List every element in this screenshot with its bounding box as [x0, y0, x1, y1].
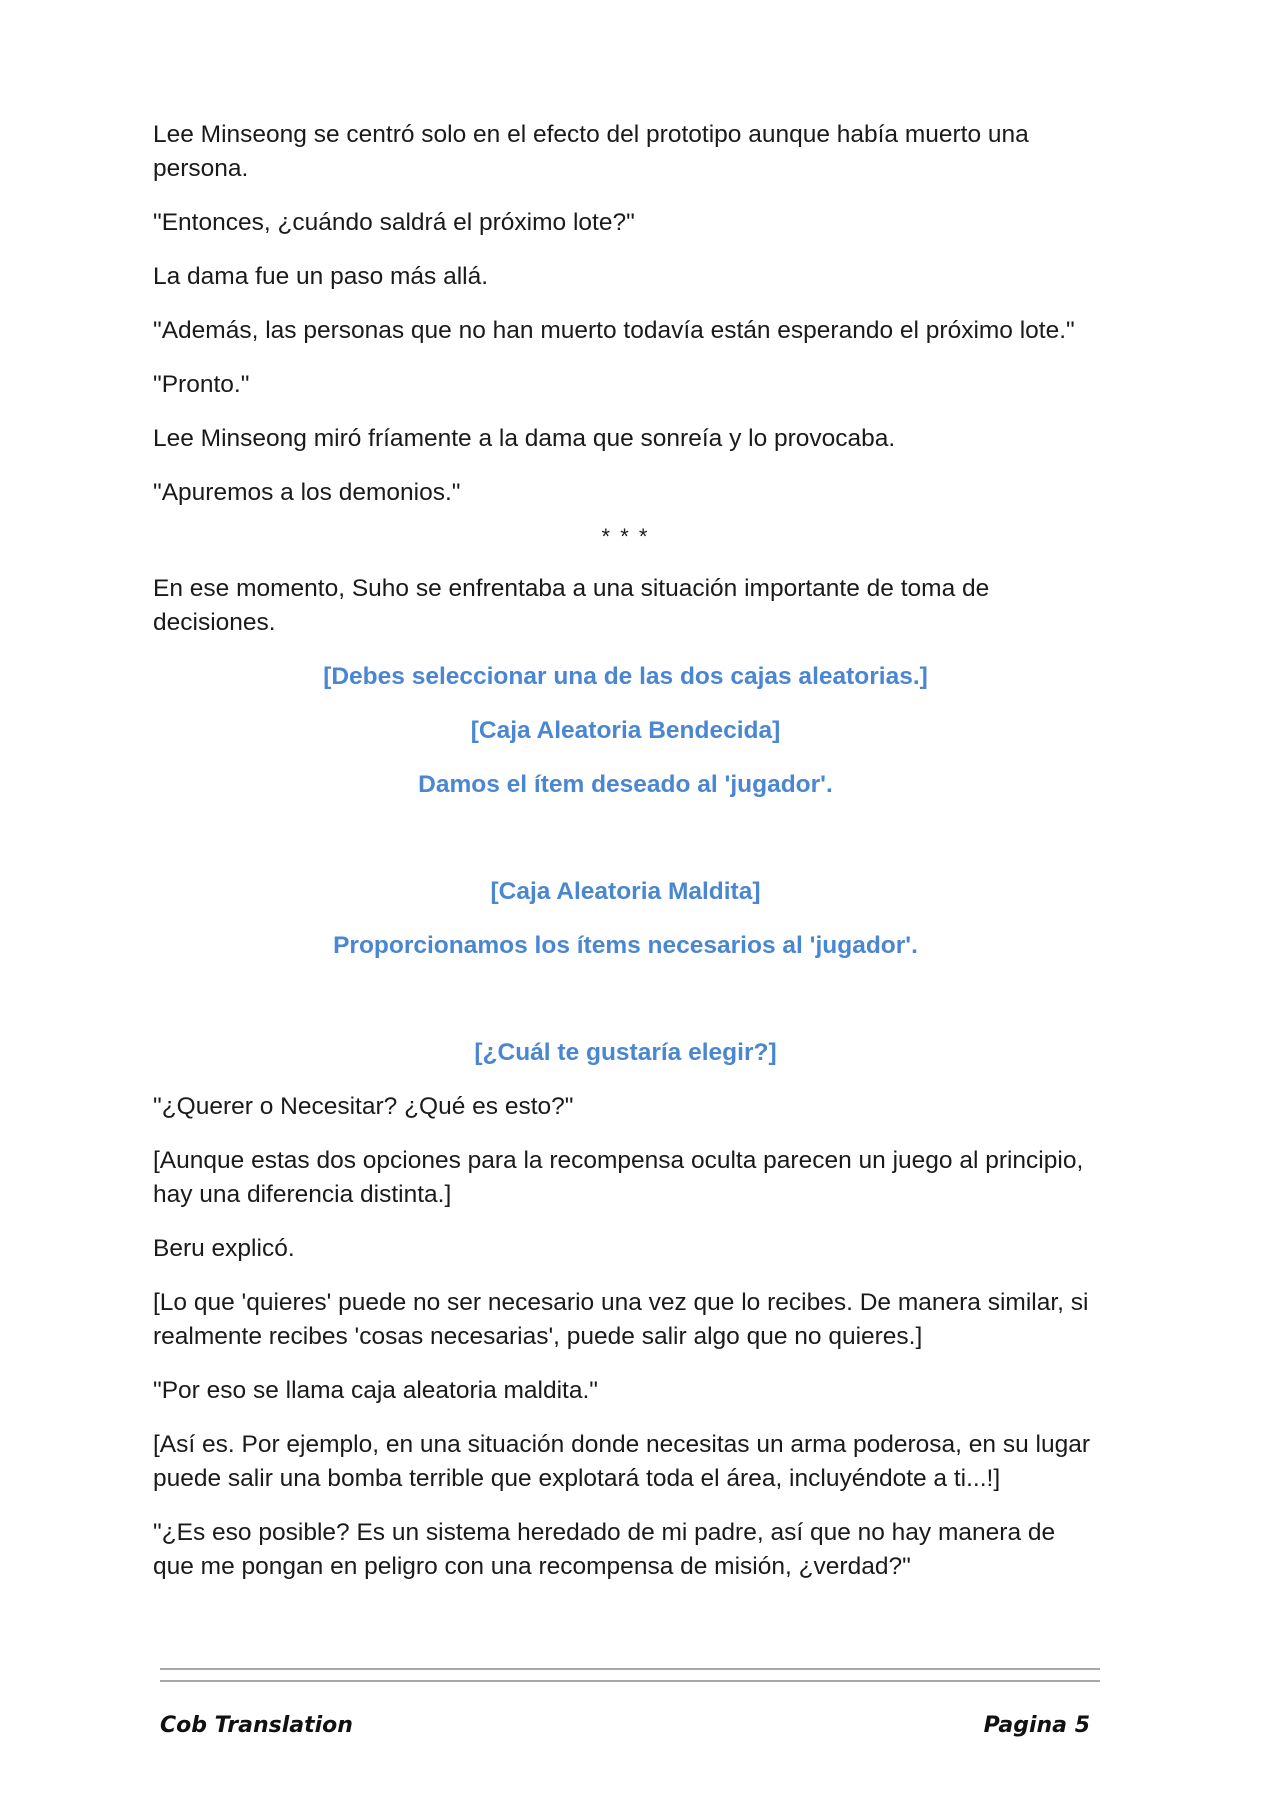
paragraph: [Aunque estas dos opciones para la recompensa oculta parecen un juego al principio, hay una diferencia distinta.]: [153, 1147, 1084, 1208]
footer-rule-bottom: [160, 1680, 1100, 1682]
paragraph: "Además, las personas que no han muerto todavía están esperando el próximo lote.": [153, 317, 1075, 344]
scene-separator: * * *: [601, 524, 650, 549]
paragraph: "¿Es eso posible? Es un sistema heredado de mi padre, así que no hay manera de que me pongan en peligro con una recompensa de misión, ¿verdad?": [153, 1519, 1056, 1580]
paragraph: Beru explicó.: [153, 1235, 295, 1262]
paragraph: "Apuremos a los demonios.": [153, 479, 461, 506]
paragraph: "Entonces, ¿cuándo saldrá el próximo lote?": [153, 209, 635, 236]
system-message: [Debes seleccionar una de las dos cajas aleatorias.]: [323, 663, 928, 690]
footer-page-number: Pagina 5: [983, 1713, 1090, 1738]
footer-rule-top: [160, 1668, 1100, 1670]
paragraph: Lee Minseong miró fríamente a la dama que sonreía y lo provocaba.: [153, 425, 896, 452]
paragraph: "Pronto.": [153, 371, 250, 398]
system-message: Proporcionamos los ítems necesarios al 'jugador'.: [333, 932, 918, 959]
paragraph: "¿Querer o Necesitar? ¿Qué es esto?": [153, 1093, 574, 1120]
paragraph: Lee Minseong se centró solo en el efecto del prototipo aunque había muerto una persona.: [153, 121, 1029, 182]
paragraph: [Así es. Por ejemplo, en una situación donde necesitas un arma poderosa, en su lugar puede salir una bomba terrible que explotará toda el área, incluyéndote a ti...!]: [153, 1431, 1091, 1492]
paragraph: [Lo que 'quieres' puede no ser necesario una vez que lo recibes. De manera similar, si realmente recibes 'cosas necesarias', puede salir algo que no quieres.]: [153, 1289, 1089, 1350]
system-message: [Caja Aleatoria Bendecida]: [470, 717, 781, 744]
footer-translator-credit: Cob Translation: [160, 1713, 353, 1738]
paragraph: "Por eso se llama caja aleatoria maldita.": [153, 1377, 598, 1404]
paragraph: En ese momento, Suho se enfrentaba a una situación importante de toma de decisiones.: [153, 575, 990, 636]
document-body: [153, 118, 1098, 1604]
system-message: Damos el ítem deseado al 'jugador'.: [418, 771, 833, 798]
paragraph: La dama fue un paso más allá.: [153, 263, 489, 290]
system-message: [Caja Aleatoria Maldita]: [490, 878, 761, 905]
system-message: [¿Cuál te gustaría elegir?]: [474, 1039, 777, 1066]
